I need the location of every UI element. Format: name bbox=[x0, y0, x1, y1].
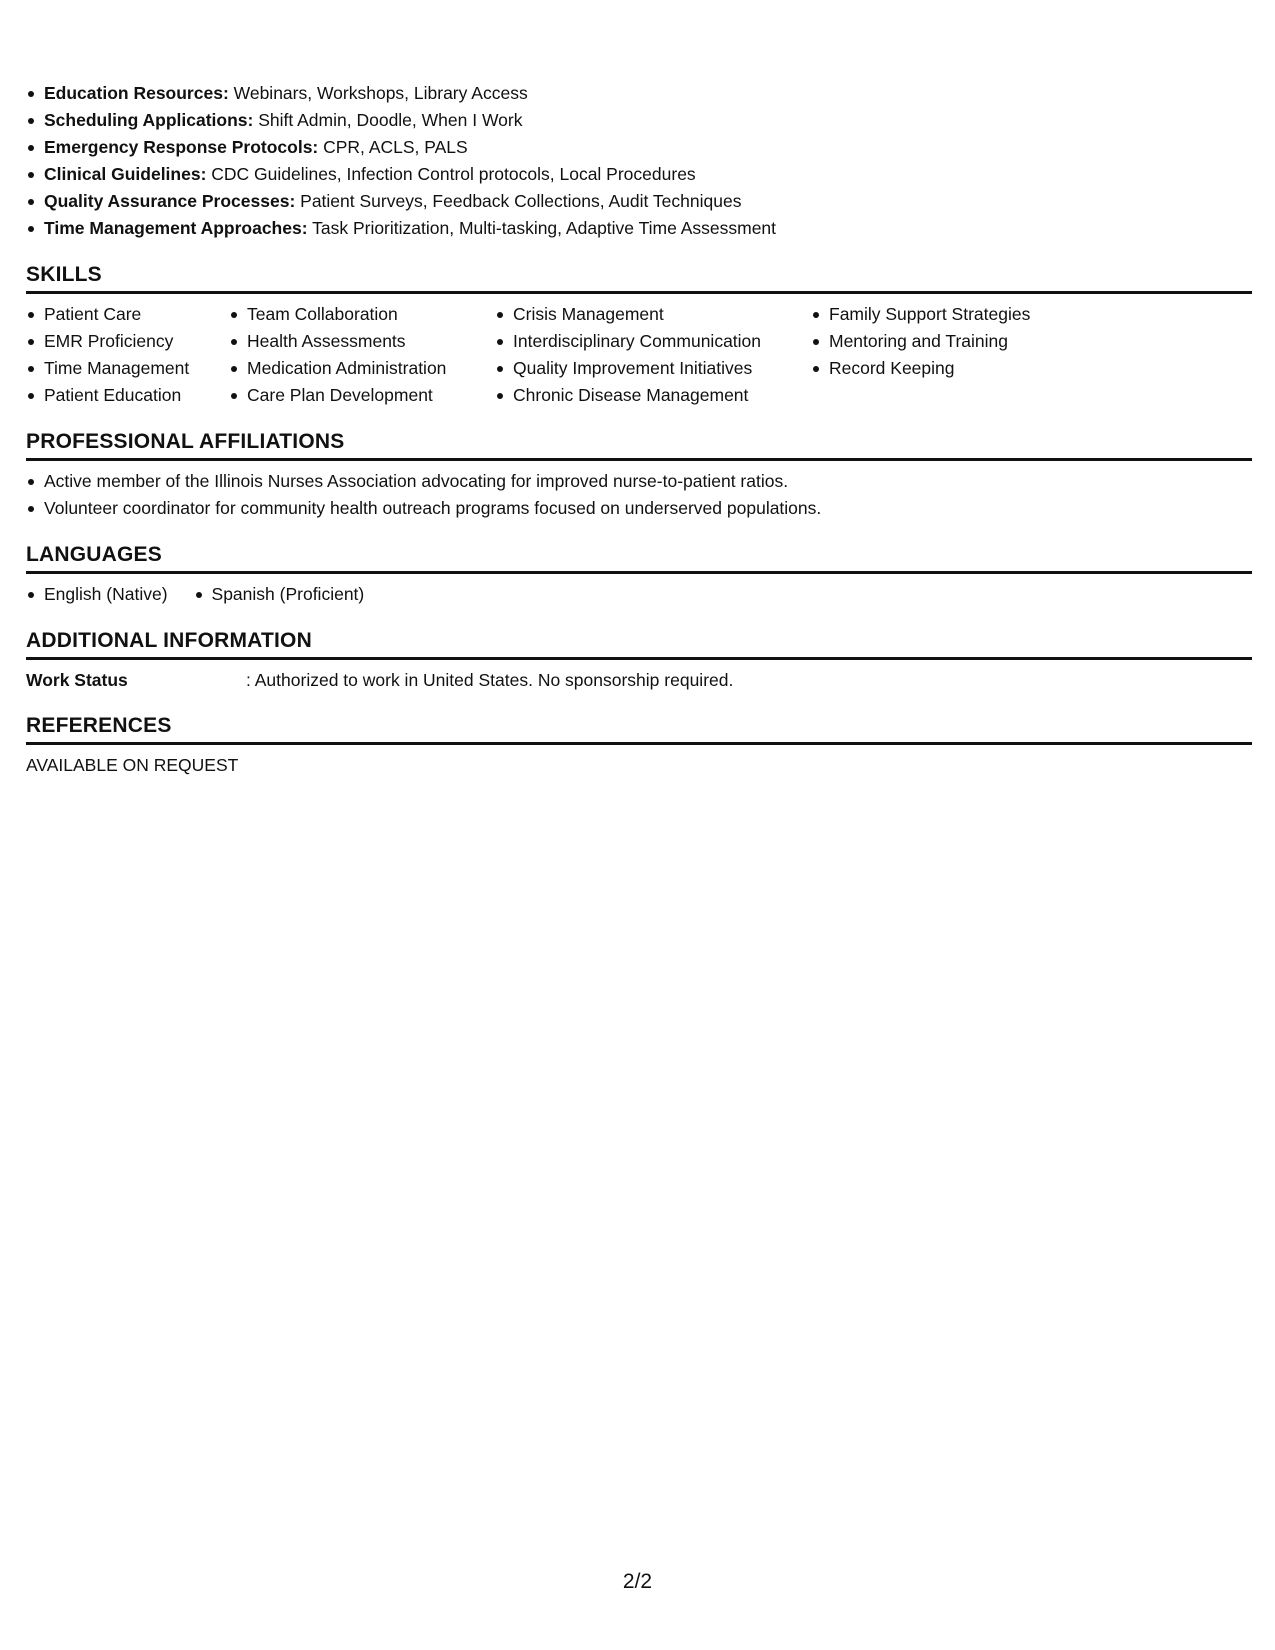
skill-item: Quality Improvement Initiatives bbox=[495, 355, 811, 382]
work-status-label: Work Status bbox=[26, 670, 128, 690]
skill-item: Interdisciplinary Communication bbox=[495, 328, 811, 355]
skill-item: Patient Education bbox=[26, 382, 229, 409]
tools-item-value: Shift Admin, Doodle, When I Work bbox=[253, 110, 523, 130]
tools-item-label: Scheduling Applications: bbox=[44, 110, 254, 130]
language-item: English (Native) bbox=[26, 581, 168, 608]
skill-item: Care Plan Development bbox=[229, 382, 495, 409]
references-section bbox=[26, 713, 1252, 778]
skills-grid bbox=[26, 301, 1252, 409]
skill-item: Medication Administration bbox=[229, 355, 495, 382]
skills-section bbox=[26, 262, 1252, 409]
skill-item: EMR Proficiency bbox=[26, 328, 229, 355]
tools-item bbox=[26, 134, 1252, 161]
page-number: 2/2 bbox=[622, 1570, 653, 1593]
affiliations-section bbox=[26, 429, 1252, 522]
affiliation-item: Volunteer coordinator for community health outreach programs focused on underserved populations. bbox=[26, 495, 1252, 522]
tools-item-value: Patient Surveys, Feedback Collections, Audit Techniques bbox=[295, 191, 742, 211]
tools-item-value: Task Prioritization, Multi-tasking, Adaptive Time Assessment bbox=[307, 218, 777, 238]
references-text: AVAILABLE ON REQUEST bbox=[26, 755, 239, 775]
tools-item bbox=[26, 215, 1252, 242]
affiliation-item: Active member of the Illinois Nurses Association advocating for improved nurse-to-patient ratios. bbox=[26, 468, 1252, 495]
additional-info-section bbox=[26, 628, 1252, 693]
skills-column bbox=[811, 301, 1111, 409]
skills-column bbox=[495, 301, 811, 409]
languages-heading: LANGUAGES bbox=[26, 542, 1252, 574]
skill-item: Family Support Strategies bbox=[811, 301, 1111, 328]
skill-item: Health Assessments bbox=[229, 328, 495, 355]
tools-item-value: Webinars, Workshops, Library Access bbox=[228, 83, 528, 103]
tools-item-value: CPR, ACLS, PALS bbox=[318, 137, 468, 157]
tools-item bbox=[26, 188, 1252, 215]
tools-item bbox=[26, 161, 1252, 188]
skill-item: Chronic Disease Management bbox=[495, 382, 811, 409]
additional-info-heading: ADDITIONAL INFORMATION bbox=[26, 628, 1252, 660]
tools-item bbox=[26, 107, 1252, 134]
languages-list bbox=[26, 581, 1252, 608]
work-status-value: : Authorized to work in United States. No sponsorship required. bbox=[246, 670, 734, 690]
language-item: Spanish (Proficient) bbox=[194, 581, 365, 608]
affiliations-heading: PROFESSIONAL AFFILIATIONS bbox=[26, 429, 1252, 461]
tools-item-label: Quality Assurance Processes: bbox=[44, 191, 296, 211]
tools-item-label: Clinical Guidelines: bbox=[44, 164, 207, 184]
skills-column bbox=[26, 301, 229, 409]
work-status-row bbox=[26, 667, 1252, 693]
skill-item: Time Management bbox=[26, 355, 229, 382]
skills-heading: SKILLS bbox=[26, 262, 1252, 294]
tools-item-label: Time Management Approaches: bbox=[44, 218, 308, 238]
languages-section bbox=[26, 542, 1252, 608]
tools-item-label: Education Resources: bbox=[44, 83, 229, 103]
skill-item: Patient Care bbox=[26, 301, 229, 328]
tools-list bbox=[26, 80, 1252, 242]
skill-item: Team Collaboration bbox=[229, 301, 495, 328]
tools-item bbox=[26, 80, 1252, 107]
tools-item-label: Emergency Response Protocols: bbox=[44, 137, 319, 157]
resume-page bbox=[26, 80, 1252, 778]
skill-item: Record Keeping bbox=[811, 355, 1111, 382]
skill-item: Mentoring and Training bbox=[811, 328, 1111, 355]
skills-column bbox=[229, 301, 495, 409]
references-heading: REFERENCES bbox=[26, 713, 1252, 745]
affiliations-list bbox=[26, 468, 1252, 522]
skill-item: Crisis Management bbox=[495, 301, 811, 328]
tools-item-value: CDC Guidelines, Infection Control protocols, Local Procedures bbox=[206, 164, 696, 184]
